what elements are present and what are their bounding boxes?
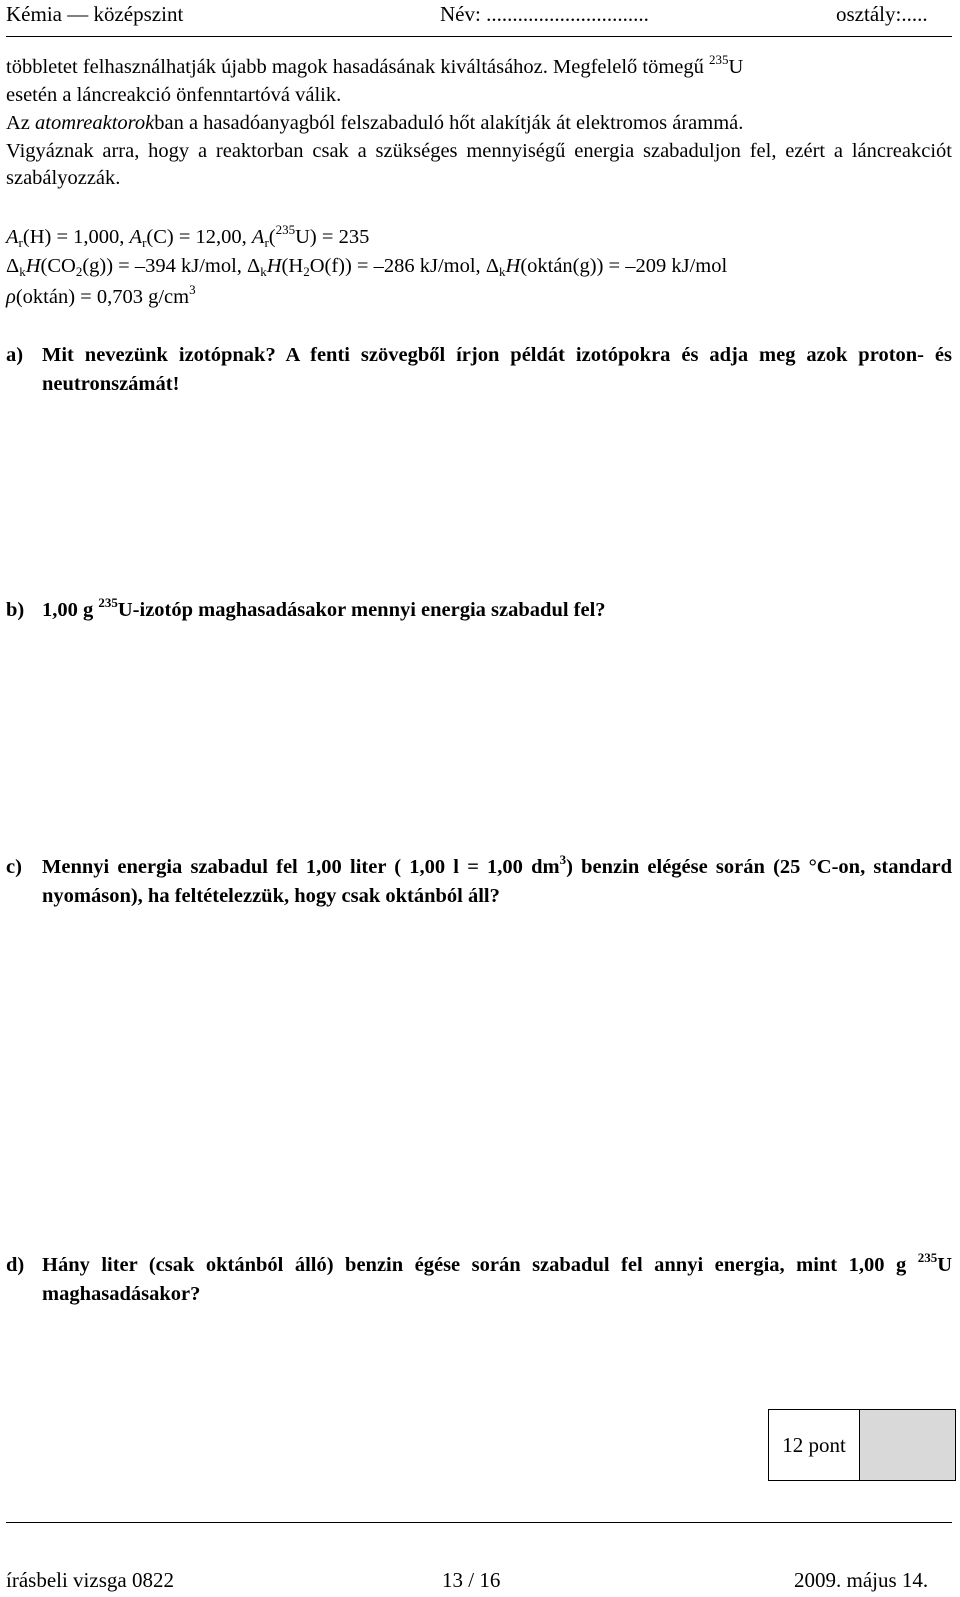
question-d-text: Hány liter (csak oktánból álló) benzin égése során szabadul fel annyi energia, mint 1,00 g $^{235}$U maghasadásakor? [42,1250,952,1305]
question-a-label: a) [6,344,24,366]
question-c-label: c) [6,856,22,878]
header-name-field: Név: ............................... [440,2,649,26]
question-d-label: d) [6,1254,25,1276]
header-rule [6,36,952,37]
question-a-text: Mit nevezünk izotópnak? A fenti szövegből írjon példát izotópokra és adja meg azok proton- és neutronszámát! [42,344,952,395]
intro-line-1: többletet felhasználhatják újabb magok hasadásának kiváltásához. Megfelelő tömegű $^{235}$U [6,52,744,78]
question-b-label: b) [6,599,25,621]
question-b-text: 1,00 g $^{235}$U-izotóp maghasadásakor mennyi energia szabadul fel? [42,595,606,621]
data-enthalpies: $\Delta_kH(CO_2(g)) = -394$ kJ/mol, $\Delta_kH(H_2O(f)) = -286$ kJ/mol, $\Delta_kH(oktán(g)) = -209$ kJ/mol [6,255,728,279]
data-density: ρ(oktán) = 0,703 $g/cm^3$ [6,282,196,308]
header-class-field: osztály:..... [836,2,928,26]
intro-paragraph-4: Vigyáznak arra, hogy a reaktorban csak a szükséges mennyiségű energia szabaduljon fel, ezért a láncreakciót szabályozzák. [6,140,952,189]
intro-line-3: Az atomreaktorokban a hasadóanyagból felszabaduló hőt alakítják át elektromos árammá. [6,112,744,134]
footer-page-number: 13 / 16 [442,1568,501,1592]
footer-rule [6,1522,952,1523]
footer-date: 2009. május 14. [794,1568,929,1592]
question-c [6,853,952,911]
score-box [768,1409,956,1481]
data-atomic-masses: $A_r(H) = 1,000$, $A_r(C) = 12,00$, $A_r(^{235}U) = 235$ [6,222,370,250]
intro-line-2: esetén a láncreakció önfenntartóvá válik. [6,84,342,106]
question-d [6,1251,952,1309]
header-subject: Kémia — középszint [6,2,184,26]
score-entry-cell[interactable] [860,1410,955,1480]
footer-exam-code: írásbeli vizsga 0822 [6,1568,174,1592]
score-label: 12 pont [769,1410,860,1480]
question-a [6,341,952,399]
question-c-text: Mennyi energia szabadul fel 1,00 liter ( 1,00 l = 1,00 $dm^3$) benzin elégése során (25 °C-on, standard nyomáson), ha feltételezzük, hogy csak oktánból áll? [42,852,952,907]
question-b [6,596,952,625]
